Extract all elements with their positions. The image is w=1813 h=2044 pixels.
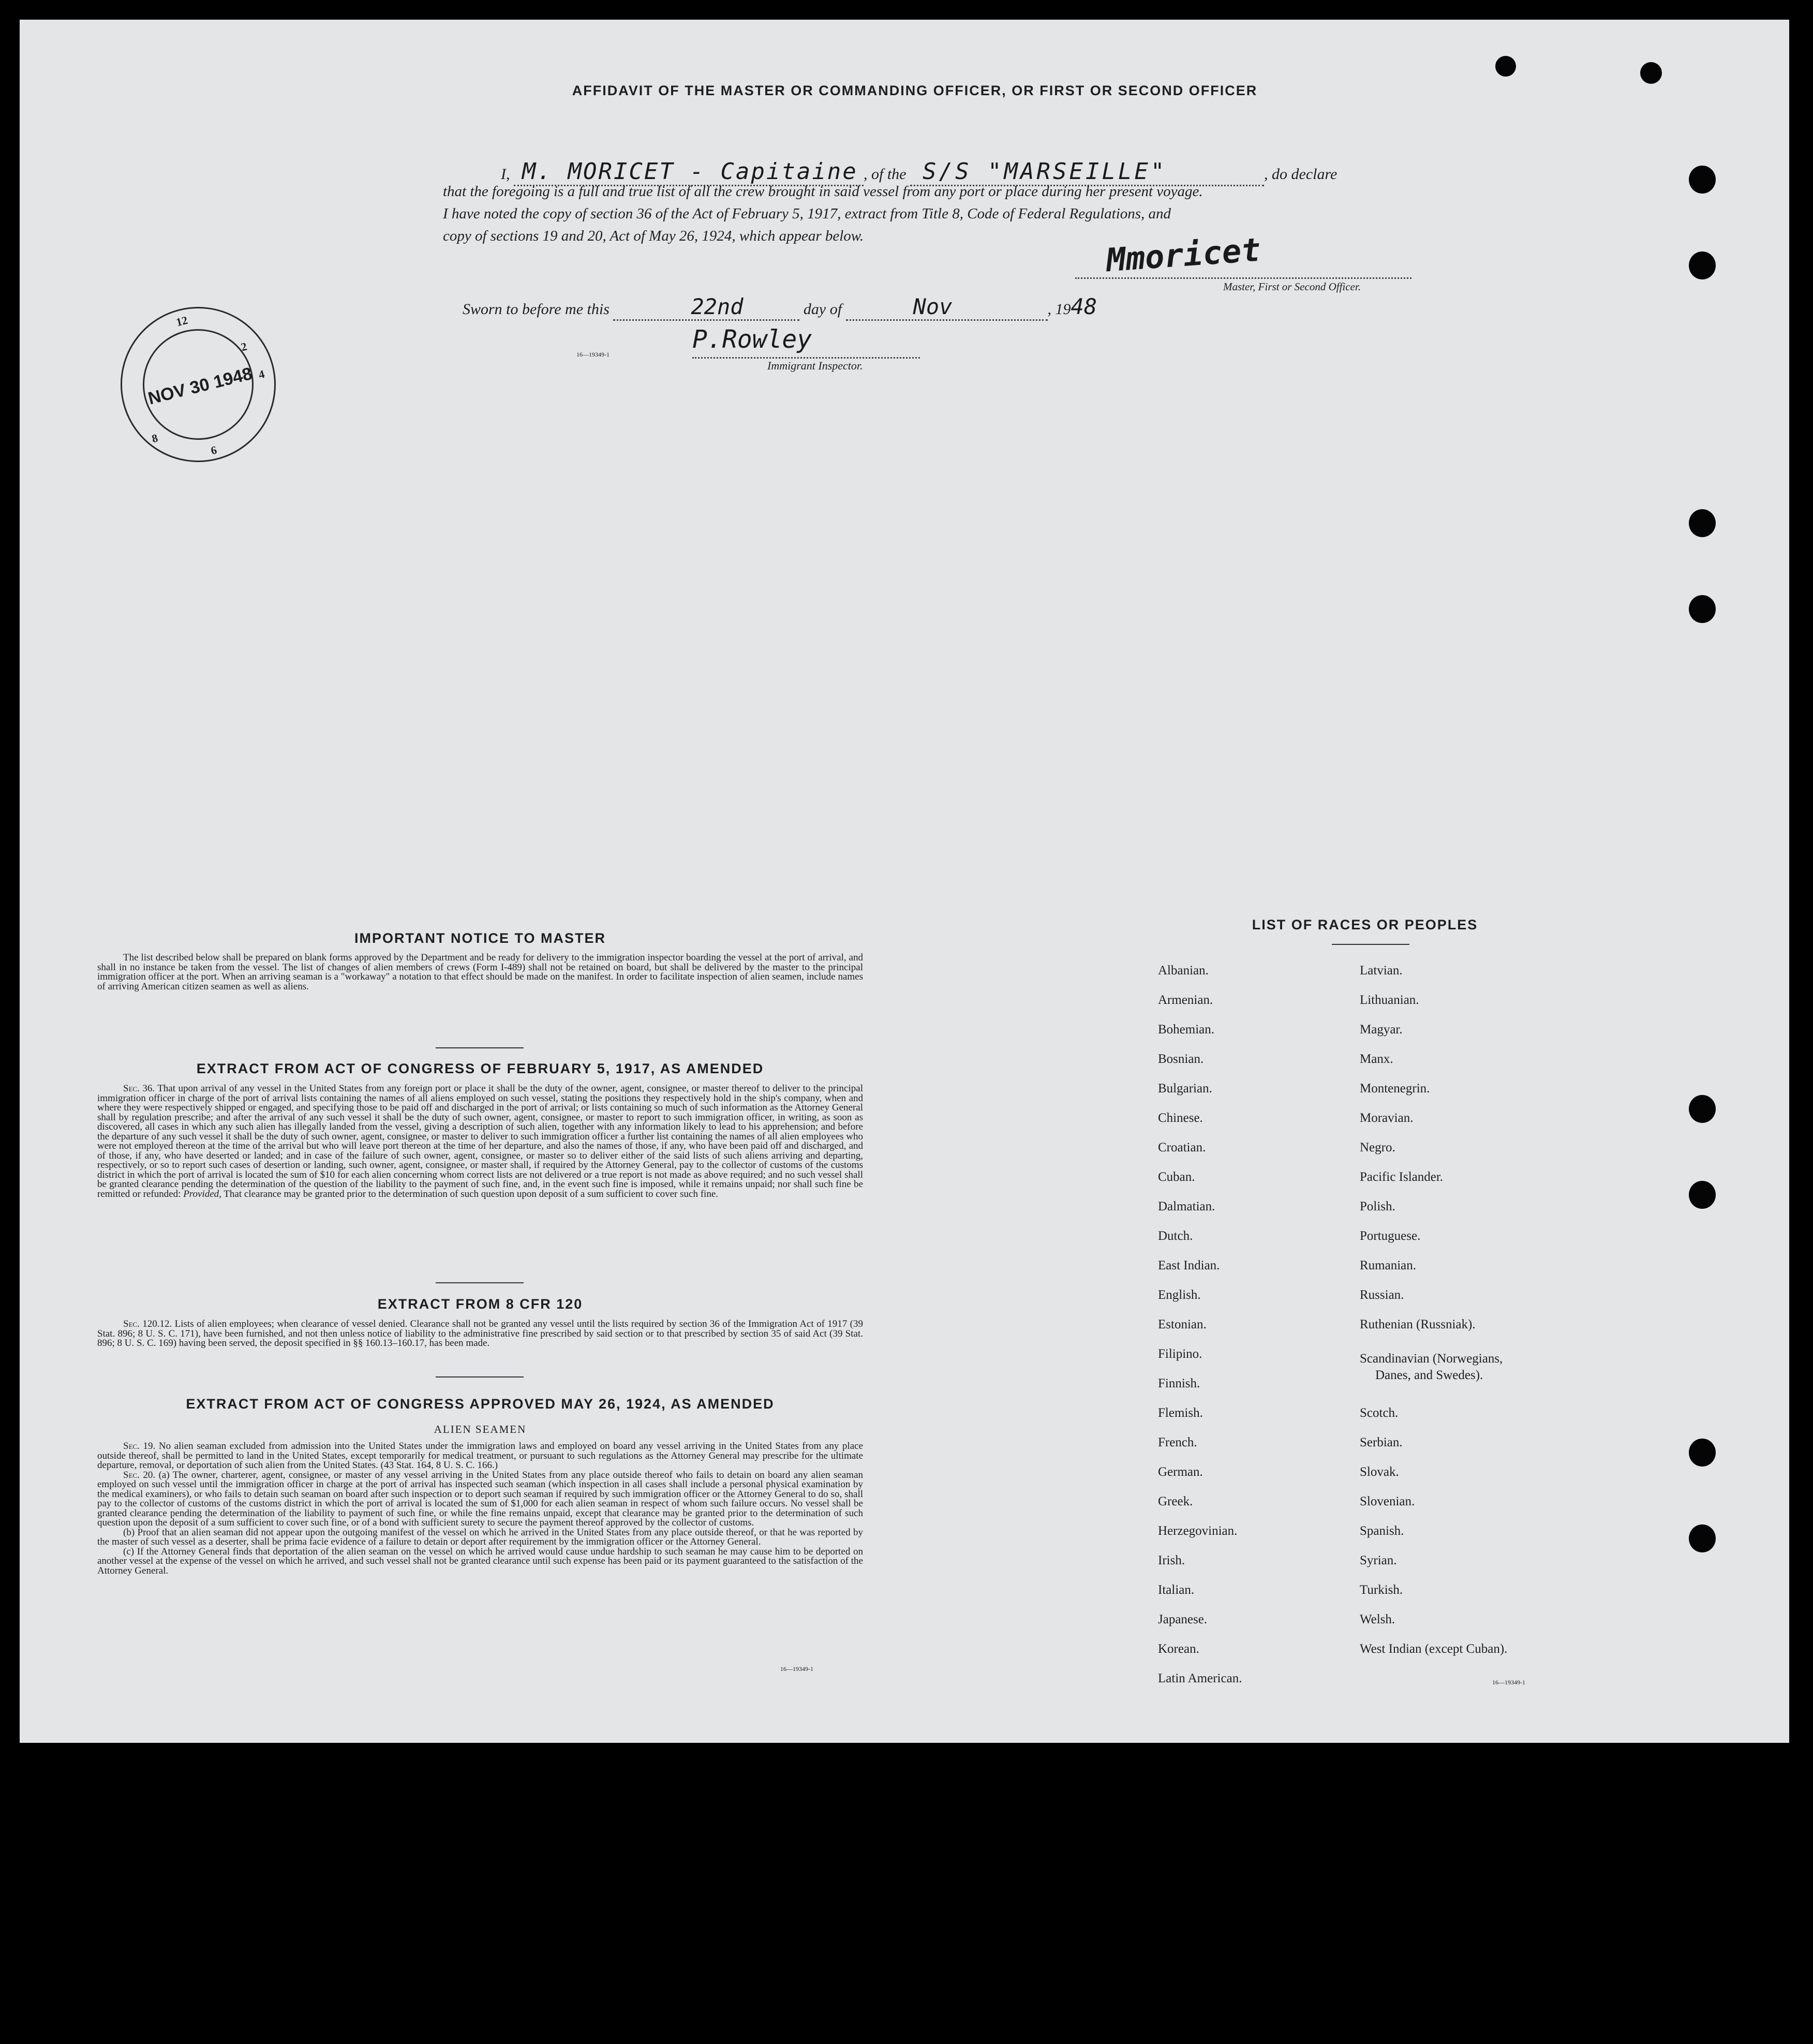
race-item: French.	[1158, 1435, 1197, 1449]
race-item: Serbian.	[1360, 1435, 1403, 1449]
race-item: English.	[1158, 1288, 1201, 1302]
race-item: Rumanian.	[1360, 1258, 1417, 1272]
race-item: Estonian.	[1158, 1317, 1207, 1331]
race-item: Italian.	[1158, 1583, 1195, 1597]
alien-seamen-subtitle: ALIEN SEAMEN	[434, 1423, 527, 1435]
extract-1924-title: EXTRACT FROM ACT OF CONGRESS APPROVED MAY 26, 1924, AS AMENDED	[186, 1396, 775, 1412]
race-item: Manx.	[1360, 1052, 1393, 1066]
punch-hole	[1689, 251, 1716, 279]
race-item: Scotch.	[1360, 1406, 1399, 1420]
sworn-day-field: 22nd	[613, 294, 799, 321]
vessel-name-field: S/S "MARSEILLE"	[910, 158, 1264, 186]
race-item: Cuban.	[1158, 1170, 1195, 1184]
races-divider	[1332, 944, 1409, 945]
race-item: Turkish.	[1360, 1583, 1403, 1597]
affidavit-i-label: I,	[501, 166, 510, 183]
sec-36-text: That upon arrival of any vessel in the United States from any foreign port or place it shall be the duty of the owner, agent, consignee, or master thereof to deliver to the principal immigration officer in charge of the port of arrival lists containing the names of all aliens employed on such vessel, stating the positions they respectively hold in the ship's company, when and where they were respectively shipped or engaged, and specifying those to be paid off and discharged in the port of arrival; or lists containing so much of such information as the Attorney General shall by regulation prescribe; and after the arrival of any such vessel it shall be the duty of such owner, agent, consignee, or master to report to such immigration officer, in writing, as soon as discovered, all cases in which any such alien has illegally landed from the vessel, giving a description of such alien, together with any information likely to lead to his apprehension; and before the departure of any such vessel it shall be the duty of such owner, agent, consignee, or master to deliver to such immigration officer a further list containing the names of all alien employees who were not employed thereon at the time of the arrival but who will leave port thereon at the time of her departure, and also the names of those, if any, who have been paid off and discharged, and of those, if any, who have deserted or landed; and in case of the failure of such owner, agent, consignee, or master so to deliver either of the said lists of such aliens arriving and departing, respectively, or so to report such cases of desertion or landing, such owner, agent, consignee, or master shall, if required by the Attorney General, pay to the collector of customs of the customs district in which the port of arrival is located the sum of $10 for each alien concerning whom correct lists are not delivered or a true report is not made as above required; and no such vessel shall be granted clearance pending the determination of the question of the liability to the payment of such fine, and, in the event such fine is imposed, while it remains unpaid; nor shall such fine be remitted or refunded:	[97, 1083, 863, 1199]
sec-120-text: Lists of alien employees; when clearance of vessel denied. Clearance shall not be granted any vessel until the lists required by section 36 of the Immigration Act of 1917 (39 Stat. 896; 8 U. S. C. 171), have been furnished, and not then unless notice of liability to the administrative fine prescribed by said section or to that prescribed by section 35 of said Act (39 Stat. 896; 8 U. S. C. 169) having been served, the deposit specified in §§ 160.13–160.17, has been made.	[97, 1319, 863, 1349]
race-item: Croatian.	[1158, 1141, 1206, 1154]
race-item: Syrian.	[1360, 1553, 1397, 1567]
race-item: Bosnian.	[1158, 1052, 1204, 1066]
sec-19-text: No alien seaman excluded from admission into the United States under the immigration laws and employed on board any vessel arriving in the United States from any place outside thereof, shall be permitted to land in the United States, except temporarily for medical treatment, or pursuant to such regulations as the Attorney General may prescribe for the ultimate departure, removal, or deportation of such alien from the United States. (43 Stat. 164, 8 U. S. C. 166.)	[97, 1441, 863, 1471]
divider	[436, 1376, 524, 1378]
do-declare-label: , do declare	[1264, 166, 1338, 183]
notice-paragraph: The list described below shall be prepared on blank forms approved by the Department and be ready for delivery to the immigration inspector boarding the vessel at the port of arrival, and shall in no instance be taken from the vessel. The list of changes of alien members of crews (Form I-489) shall not be retained on board, but shall be delivered by the master to the principal immigration officer at the port. When an arriving seaman is a "workaway" a notation to that effect should be made on the manifest. In order to facilitate inspection of alien seamen, include names of arriving American citizen seamen as well as aliens.	[97, 952, 863, 992]
of-the-label: , of the	[864, 166, 906, 183]
master-signature: Mmoricet	[1105, 230, 1262, 279]
master-caption: Master, First or Second Officer.	[1223, 280, 1361, 293]
sec-120-label: Sec. 120.12.	[123, 1319, 172, 1329]
race-item: Magyar.	[1360, 1023, 1403, 1036]
race-item: East Indian.	[1158, 1258, 1220, 1272]
divider	[436, 1282, 524, 1283]
divider	[436, 1047, 524, 1048]
race-item: Negro.	[1360, 1141, 1395, 1154]
race-item: Filipino.	[1158, 1347, 1202, 1361]
extract-1917-text	[97, 1084, 863, 1199]
race-item: Dalmatian.	[1158, 1199, 1215, 1213]
race-item: Slovak.	[1360, 1465, 1399, 1479]
provided-word: Provided,	[183, 1188, 221, 1199]
affidavit-title: AFFIDAVIT OF THE MASTER OR COMMANDING OFFICER, OR FIRST OR SECOND OFFICER	[572, 83, 1258, 98]
punch-hole	[1689, 166, 1716, 194]
race-item: Korean.	[1158, 1642, 1199, 1656]
race-item: Welsh.	[1360, 1612, 1395, 1626]
punch-hole	[1689, 595, 1716, 623]
race-item: Russian.	[1360, 1288, 1404, 1302]
sec-20-label: Sec. 20.	[123, 1469, 156, 1480]
race-item: Ruthenian (Russniak).	[1360, 1317, 1476, 1331]
notice-text	[97, 953, 863, 991]
races-form-number: 16—19349-1	[1492, 1679, 1525, 1686]
punch-hole	[1689, 1181, 1716, 1209]
affidavit-line1	[501, 158, 1417, 186]
race-item: Latin American.	[1158, 1671, 1242, 1685]
race-item: Portuguese.	[1360, 1229, 1421, 1243]
punch-hole	[1689, 1095, 1716, 1123]
race-item: Herzegovinian.	[1158, 1524, 1238, 1538]
inspector-signature-line	[692, 357, 920, 359]
race-item: Latvian.	[1360, 964, 1403, 977]
left-form-number: 16—19349-1	[780, 1665, 813, 1672]
race-item: Bulgarian.	[1158, 1082, 1212, 1095]
race-item: Scandinavian (Norwegians,	[1360, 1352, 1503, 1366]
punch-hole	[1689, 1524, 1716, 1552]
master-name-field: M. MORICET - Capitaine	[514, 158, 864, 186]
master-signature-line	[1075, 277, 1411, 279]
race-item: Bohemian.	[1158, 1023, 1215, 1036]
extract-cfr-title: EXTRACT FROM 8 CFR 120	[377, 1296, 583, 1312]
sworn-month-field: Nov	[846, 294, 1048, 321]
race-item: Spanish.	[1360, 1524, 1404, 1538]
sworn-line	[463, 294, 1097, 321]
punch-hole	[1689, 1439, 1716, 1467]
extract-1917-title: EXTRACT FROM ACT OF CONGRESS OF FEBRUARY 5, 1917, AS AMENDED	[196, 1061, 764, 1076]
race-item: West Indian (except Cuban).	[1360, 1642, 1508, 1656]
stamp-number: 12	[174, 313, 189, 329]
race-item: Albanian.	[1158, 964, 1209, 977]
inspector-signature: P.Rowley	[692, 325, 812, 354]
stamp-number: 6	[209, 443, 218, 457]
race-item: Irish.	[1158, 1553, 1185, 1567]
race-item: Pacific Islander.	[1360, 1170, 1444, 1184]
race-item: Chinese.	[1158, 1111, 1203, 1125]
races-title: LIST OF RACES OR PEOPLES	[1252, 917, 1478, 932]
race-item: Polish.	[1360, 1199, 1395, 1213]
sec-20b-text: (b) Proof that an alien seaman did not appear upon the outgoing manifest of the vessel on which he arrived in the United States from any place outside thereof, or that he was reported by the master of such vessel as a deserter, shall be prima facie evidence of a failure to detain or deport after requirement by the immigration officer or the Attorney General.	[97, 1527, 863, 1547]
sec-19-label: Sec. 19.	[123, 1441, 156, 1451]
notice-title: IMPORTANT NOTICE TO MASTER	[354, 930, 606, 946]
document-sheet	[20, 20, 1789, 1743]
punch-hole	[1689, 509, 1716, 537]
race-item: Lithuanian.	[1360, 993, 1419, 1007]
affidavit-line3: I have noted the copy of section 36 of the Act of February 5, 1917, extract from Title 8, Code of Federal Regulations, and	[443, 205, 1171, 222]
race-item: Dutch.	[1158, 1229, 1193, 1243]
race-item: Moravian.	[1360, 1111, 1414, 1125]
extract-cfr-text	[97, 1320, 863, 1349]
punch-hole	[1640, 62, 1662, 84]
sworn-year-field: 48	[1071, 294, 1097, 319]
sec-36-label: Sec. 36.	[123, 1083, 155, 1094]
race-item: Montenegrin.	[1360, 1082, 1430, 1095]
race-item: Flemish.	[1158, 1406, 1203, 1420]
affidavit-line4: copy of sections 19 and 20, Act of May 26, 1924, which appear below.	[443, 228, 864, 244]
race-item: Greek.	[1158, 1494, 1193, 1508]
race-item: German.	[1158, 1465, 1203, 1479]
inspector-caption: Immigrant Inspector.	[767, 359, 863, 372]
punch-hole	[1495, 56, 1516, 77]
race-item: Armenian.	[1158, 993, 1213, 1007]
stamp-number: 4	[257, 367, 266, 381]
date-stamp	[104, 290, 292, 479]
affidavit-line2: that the foregoing is a full and true list of all the crew brought in said vessel from any port or place during her present voyage.	[443, 183, 1203, 200]
stamp-number: 2	[240, 339, 248, 354]
affidavit-form-number: 16—19349-1	[576, 351, 610, 358]
year-prefix: , 19	[1047, 301, 1071, 318]
sec-20a-text: (a) The owner, charterer, agent, consignee, or master of any vessel arriving in the United States from any place outside thereof who fails to detain on board any alien seaman employed on such vessel until the immigration officer in charge at the port of arrival has inspected such seaman (which inspection in all cases shall include a personal physical examination by the medical examiners), or who fails to detain such seaman on board after such inspection or to deport such seaman if required by such immigration officer or the Attorney General to do so, shall pay to the collector of customs of the customs district in which the port of arrival is located the sum of $1,000 for each alien seaman in respect of whom such failure occurs. No vessel shall be granted clearance pending the determination of the liability to payment of such fine, or while the fine remains unpaid, except that clearance may be granted prior to the determination of such question upon the deposit of a sum sufficient to cover such fine, or of a bond with sufficient surety to secure the payment thereof approved by the collector of customs.	[97, 1469, 864, 1528]
sec-36-tail: That clearance may be granted prior to the determination of such question upon deposit of a sum sufficient to cover such fine.	[224, 1188, 718, 1199]
stamp-number: 8	[150, 431, 159, 446]
race-item: Danes, and Swedes).	[1375, 1368, 1483, 1382]
race-item: Slovenian.	[1360, 1494, 1415, 1508]
race-item: Finnish.	[1158, 1376, 1200, 1390]
sec-20c-text: (c) If the Attorney General finds that deportation of the alien seaman on the vessel on which he arrived would cause undue hardship to such seaman he may cause him to be deported on another vessel at the expense of the vessel on which he arrived, and such vessel shall not be granted clearance until such expense has been paid or its payment guaranteed to the satisfaction of the Attorney General.	[97, 1546, 863, 1576]
extract-1924-text	[97, 1442, 863, 1576]
race-item: Japanese.	[1158, 1612, 1208, 1626]
day-of-label: day of	[803, 301, 842, 318]
stamp-date: NOV 30 1948	[146, 363, 255, 409]
sworn-label: Sworn to before me this	[463, 301, 610, 318]
